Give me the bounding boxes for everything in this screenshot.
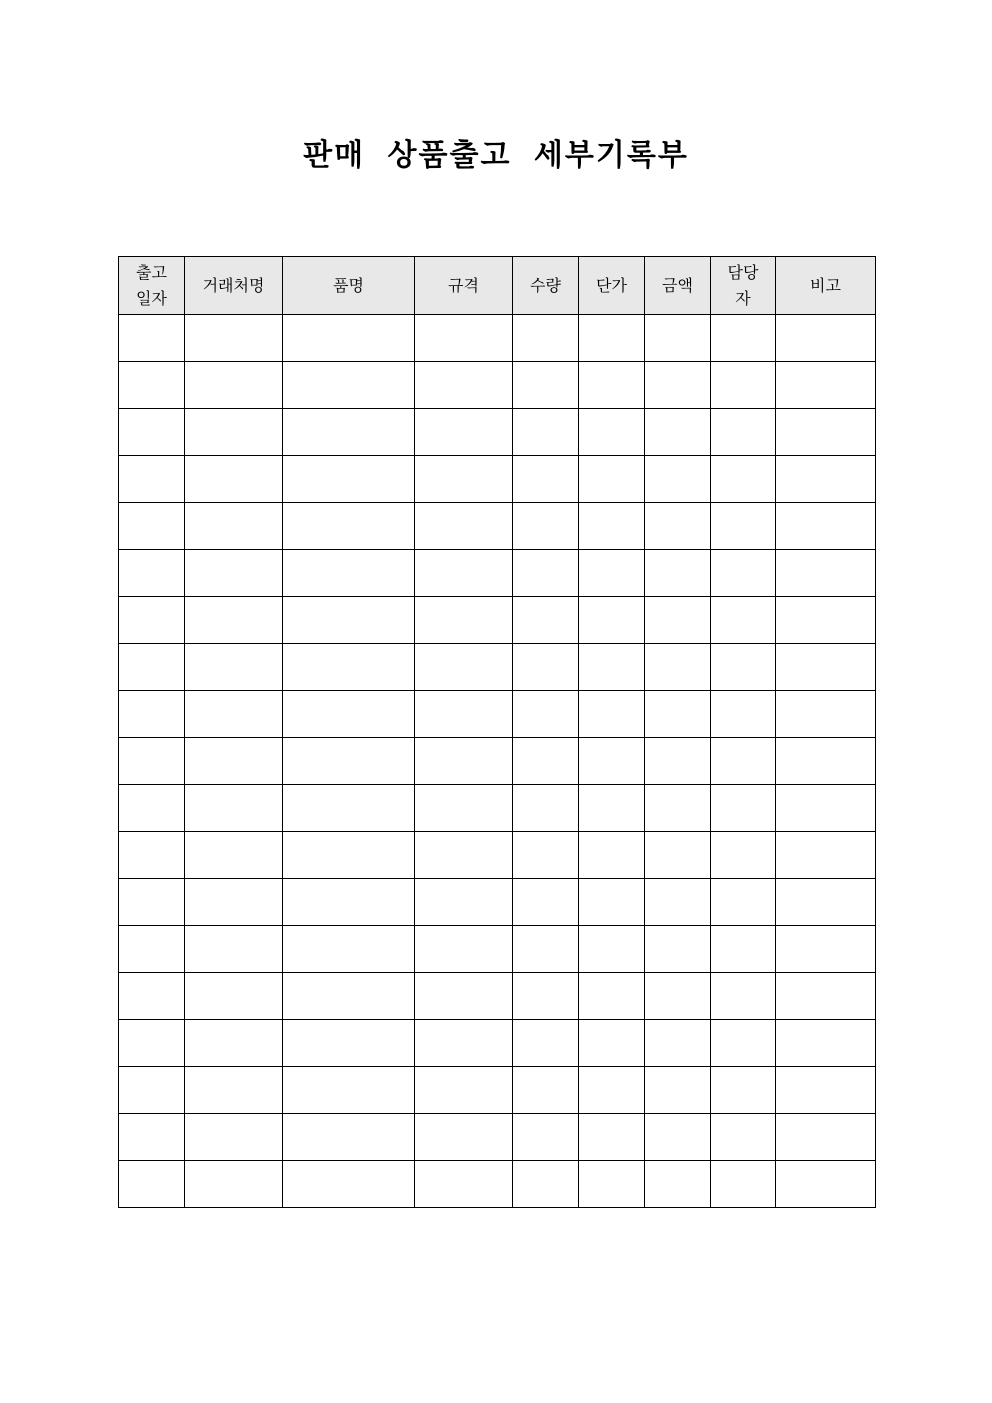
table-cell-client[interactable] — [185, 315, 283, 362]
table-cell-amount[interactable] — [645, 879, 711, 926]
table-cell-client[interactable] — [185, 785, 283, 832]
table-cell-note[interactable] — [776, 597, 876, 644]
column-header-date — [119, 257, 185, 315]
table-cell-date[interactable] — [119, 926, 185, 973]
column-header-text: 출고 — [136, 262, 167, 282]
table-cell-amount[interactable] — [645, 362, 711, 409]
table-row — [119, 926, 876, 973]
table-cell-qty[interactable] — [513, 879, 579, 926]
table-body — [119, 315, 876, 1208]
table-cell-unit_price[interactable] — [579, 597, 645, 644]
column-header-unit_price — [579, 257, 645, 315]
table-cell-client[interactable] — [185, 738, 283, 785]
table-cell-date[interactable] — [119, 1020, 185, 1067]
table-cell-spec[interactable] — [415, 315, 513, 362]
table-cell-item[interactable] — [283, 456, 415, 503]
column-header-client — [185, 257, 283, 315]
table-cell-unit_price[interactable] — [579, 362, 645, 409]
table-row — [119, 550, 876, 597]
table-row — [119, 1161, 876, 1208]
table-cell-qty[interactable] — [513, 785, 579, 832]
table-cell-unit_price[interactable] — [579, 973, 645, 1020]
table-cell-item[interactable] — [283, 973, 415, 1020]
table-cell-item[interactable] — [283, 738, 415, 785]
table-cell-unit_price[interactable] — [579, 785, 645, 832]
table-cell-qty[interactable] — [513, 832, 579, 879]
table-cell-unit_price[interactable] — [579, 409, 645, 456]
table-cell-spec[interactable] — [415, 409, 513, 456]
table-cell-note[interactable] — [776, 550, 876, 597]
table-cell-client[interactable] — [185, 597, 283, 644]
table-cell-client[interactable] — [185, 644, 283, 691]
table-cell-date[interactable] — [119, 597, 185, 644]
table-cell-note[interactable] — [776, 832, 876, 879]
table-cell-qty[interactable] — [513, 503, 579, 550]
table-cell-client[interactable] — [185, 1067, 283, 1114]
table-cell-date[interactable] — [119, 550, 185, 597]
table-cell-manager[interactable] — [711, 315, 776, 362]
table-cell-note[interactable] — [776, 926, 876, 973]
column-header-text: 금액 — [662, 275, 693, 295]
table-cell-client[interactable] — [185, 362, 283, 409]
table-cell-amount[interactable] — [645, 597, 711, 644]
table-cell-note[interactable] — [776, 1161, 876, 1208]
column-header-manager — [711, 257, 776, 315]
table-cell-spec[interactable] — [415, 973, 513, 1020]
column-header-text: 담당 — [727, 262, 759, 282]
table-cell-spec[interactable] — [415, 738, 513, 785]
table-cell-date[interactable] — [119, 1067, 185, 1114]
table-cell-item[interactable] — [283, 503, 415, 550]
table-cell-spec[interactable] — [415, 456, 513, 503]
table-cell-spec[interactable] — [415, 1161, 513, 1208]
table-cell-item[interactable] — [283, 1020, 415, 1067]
table-cell-client[interactable] — [185, 926, 283, 973]
table-cell-amount[interactable] — [645, 456, 711, 503]
table-cell-amount[interactable] — [645, 315, 711, 362]
table-cell-amount[interactable] — [645, 550, 711, 597]
column-header-text: 거래처명 — [202, 275, 265, 295]
column-header-text: 자 — [735, 288, 751, 308]
table-cell-unit_price[interactable] — [579, 315, 645, 362]
table-cell-amount[interactable] — [645, 1067, 711, 1114]
table-cell-item[interactable] — [283, 1161, 415, 1208]
table-cell-item[interactable] — [283, 1067, 415, 1114]
table-cell-unit_price[interactable] — [579, 832, 645, 879]
table-cell-qty[interactable] — [513, 550, 579, 597]
table-cell-note[interactable] — [776, 691, 876, 738]
table-cell-manager[interactable] — [711, 785, 776, 832]
table-row — [119, 409, 876, 456]
table-cell-manager[interactable] — [711, 1161, 776, 1208]
table-cell-date[interactable] — [119, 362, 185, 409]
table-cell-manager[interactable] — [711, 597, 776, 644]
table-cell-amount[interactable] — [645, 1114, 711, 1161]
table-cell-date[interactable] — [119, 785, 185, 832]
table-cell-client[interactable] — [185, 1020, 283, 1067]
table-cell-spec[interactable] — [415, 785, 513, 832]
column-header-text: 일자 — [136, 288, 167, 308]
table-cell-note[interactable] — [776, 1114, 876, 1161]
table-cell-date[interactable] — [119, 644, 185, 691]
table-cell-client[interactable] — [185, 691, 283, 738]
table-cell-amount[interactable] — [645, 503, 711, 550]
table-cell-qty[interactable] — [513, 456, 579, 503]
table-cell-manager[interactable] — [711, 409, 776, 456]
table-cell-date[interactable] — [119, 879, 185, 926]
table-cell-spec[interactable] — [415, 832, 513, 879]
column-header-spec — [415, 257, 513, 315]
column-header-text: 품명 — [333, 275, 364, 295]
table-cell-spec[interactable] — [415, 926, 513, 973]
table-row — [119, 456, 876, 503]
table-cell-date[interactable] — [119, 409, 185, 456]
table-cell-unit_price[interactable] — [579, 503, 645, 550]
table-cell-amount[interactable] — [645, 738, 711, 785]
table-cell-note[interactable] — [776, 973, 876, 1020]
table-cell-item[interactable] — [283, 926, 415, 973]
table-cell-qty[interactable] — [513, 691, 579, 738]
table-cell-item[interactable] — [283, 691, 415, 738]
table-cell-qty[interactable] — [513, 362, 579, 409]
table-row — [119, 691, 876, 738]
table-cell-qty[interactable] — [513, 1114, 579, 1161]
column-header-text: 비고 — [810, 275, 841, 295]
table-cell-note[interactable] — [776, 362, 876, 409]
table-cell-amount[interactable] — [645, 1161, 711, 1208]
table-cell-spec[interactable] — [415, 1020, 513, 1067]
column-header-text: 규격 — [448, 275, 479, 295]
column-header-note — [776, 257, 876, 315]
column-header-text: 수량 — [530, 275, 561, 295]
table-row — [119, 597, 876, 644]
table-cell-manager[interactable] — [711, 362, 776, 409]
table-cell-note[interactable] — [776, 315, 876, 362]
table-cell-note[interactable] — [776, 409, 876, 456]
table-cell-unit_price[interactable] — [579, 550, 645, 597]
table-cell-note[interactable] — [776, 1067, 876, 1114]
table-cell-amount[interactable] — [645, 926, 711, 973]
document-title: 판매 상품출고 세부기록부 — [303, 138, 689, 173]
table-cell-amount[interactable] — [645, 409, 711, 456]
table-cell-item[interactable] — [283, 644, 415, 691]
table-cell-item[interactable] — [283, 409, 415, 456]
table-cell-item[interactable] — [283, 879, 415, 926]
table-row — [119, 832, 876, 879]
table-cell-manager[interactable] — [711, 879, 776, 926]
table-cell-qty[interactable] — [513, 409, 579, 456]
table-cell-amount[interactable] — [645, 1020, 711, 1067]
table-cell-date[interactable] — [119, 1161, 185, 1208]
table-cell-unit_price[interactable] — [579, 1161, 645, 1208]
table-cell-unit_price[interactable] — [579, 456, 645, 503]
table-cell-qty[interactable] — [513, 1020, 579, 1067]
table-cell-unit_price[interactable] — [579, 1114, 645, 1161]
table-cell-note[interactable] — [776, 644, 876, 691]
table-cell-note[interactable] — [776, 503, 876, 550]
table-cell-item[interactable] — [283, 597, 415, 644]
table-cell-date[interactable] — [119, 315, 185, 362]
table-cell-manager[interactable] — [711, 738, 776, 785]
table-cell-manager[interactable] — [711, 973, 776, 1020]
table-cell-spec[interactable] — [415, 1114, 513, 1161]
table-cell-item[interactable] — [283, 832, 415, 879]
table-cell-manager[interactable] — [711, 456, 776, 503]
table-cell-manager[interactable] — [711, 832, 776, 879]
table-cell-client[interactable] — [185, 1114, 283, 1161]
table-cell-date[interactable] — [119, 691, 185, 738]
table-cell-unit_price[interactable] — [579, 738, 645, 785]
table-cell-manager[interactable] — [711, 1114, 776, 1161]
table-cell-item[interactable] — [283, 362, 415, 409]
table-row — [119, 644, 876, 691]
table-cell-spec[interactable] — [415, 879, 513, 926]
table-cell-date[interactable] — [119, 973, 185, 1020]
table-cell-date[interactable] — [119, 832, 185, 879]
table-cell-qty[interactable] — [513, 973, 579, 1020]
table-cell-note[interactable] — [776, 879, 876, 926]
table-cell-manager[interactable] — [711, 691, 776, 738]
table-cell-qty[interactable] — [513, 926, 579, 973]
table-cell-amount[interactable] — [645, 785, 711, 832]
table-cell-qty[interactable] — [513, 738, 579, 785]
table-cell-note[interactable] — [776, 456, 876, 503]
table-cell-spec[interactable] — [415, 362, 513, 409]
table-cell-qty[interactable] — [513, 1161, 579, 1208]
table-cell-spec[interactable] — [415, 1067, 513, 1114]
table-cell-item[interactable] — [283, 1114, 415, 1161]
table-cell-date[interactable] — [119, 1114, 185, 1161]
table-cell-client[interactable] — [185, 1161, 283, 1208]
table-cell-client[interactable] — [185, 456, 283, 503]
shipment-record-table — [118, 256, 876, 1208]
table-row — [119, 973, 876, 1020]
table-cell-manager[interactable] — [711, 1067, 776, 1114]
column-header-item — [283, 257, 415, 315]
table-cell-client[interactable] — [185, 879, 283, 926]
table-row — [119, 785, 876, 832]
table-row — [119, 315, 876, 362]
table-cell-item[interactable] — [283, 315, 415, 362]
column-header-text: 단가 — [596, 275, 627, 295]
table-cell-manager[interactable] — [711, 644, 776, 691]
table-cell-item[interactable] — [283, 785, 415, 832]
column-header-qty — [513, 257, 579, 315]
table-cell-unit_price[interactable] — [579, 691, 645, 738]
table-cell-date[interactable] — [119, 456, 185, 503]
table-cell-qty[interactable] — [513, 315, 579, 362]
table-row — [119, 362, 876, 409]
table-cell-client[interactable] — [185, 973, 283, 1020]
column-header-amount — [645, 257, 711, 315]
table-cell-unit_price[interactable] — [579, 644, 645, 691]
table-cell-note[interactable] — [776, 738, 876, 785]
table-row — [119, 1114, 876, 1161]
table-row — [119, 738, 876, 785]
table-cell-manager[interactable] — [711, 550, 776, 597]
table-cell-client[interactable] — [185, 550, 283, 597]
table-cell-unit_price[interactable] — [579, 1020, 645, 1067]
table-cell-qty[interactable] — [513, 644, 579, 691]
table-cell-item[interactable] — [283, 550, 415, 597]
table-cell-amount[interactable] — [645, 644, 711, 691]
table-cell-client[interactable] — [185, 503, 283, 550]
table-cell-qty[interactable] — [513, 1067, 579, 1114]
table-cell-spec[interactable] — [415, 644, 513, 691]
table-cell-client[interactable] — [185, 409, 283, 456]
table-cell-manager[interactable] — [711, 503, 776, 550]
table-header-row — [119, 257, 876, 315]
table-cell-note[interactable] — [776, 785, 876, 832]
table-cell-amount[interactable] — [645, 691, 711, 738]
table-cell-spec[interactable] — [415, 550, 513, 597]
table-cell-amount[interactable] — [645, 832, 711, 879]
table-row — [119, 879, 876, 926]
table-cell-unit_price[interactable] — [579, 1067, 645, 1114]
table-cell-qty[interactable] — [513, 597, 579, 644]
table-cell-unit_price[interactable] — [579, 926, 645, 973]
table-row — [119, 1067, 876, 1114]
table-row — [119, 503, 876, 550]
table-cell-spec[interactable] — [415, 503, 513, 550]
table-cell-spec[interactable] — [415, 691, 513, 738]
table-cell-date[interactable] — [119, 503, 185, 550]
table-cell-date[interactable] — [119, 738, 185, 785]
table-cell-amount[interactable] — [645, 973, 711, 1020]
table-cell-unit_price[interactable] — [579, 879, 645, 926]
table-cell-spec[interactable] — [415, 597, 513, 644]
table-cell-manager[interactable] — [711, 926, 776, 973]
table-cell-manager[interactable] — [711, 1020, 776, 1067]
table-row — [119, 1020, 876, 1067]
table-cell-client[interactable] — [185, 832, 283, 879]
table-cell-note[interactable] — [776, 1020, 876, 1067]
